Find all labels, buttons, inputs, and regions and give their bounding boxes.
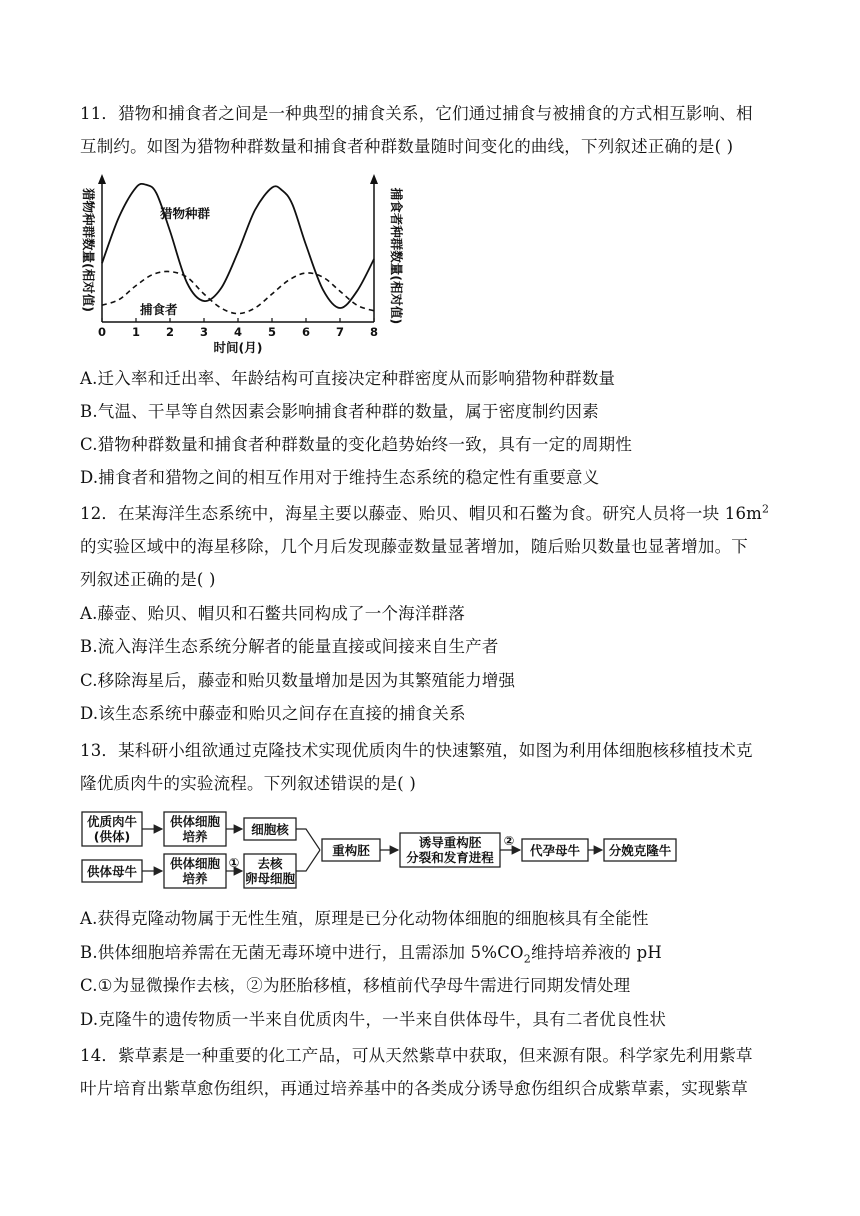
svg-text:诱导重构胚: 诱导重构胚 [418,835,482,850]
q12-stem-line1-text: 12．在某海洋生态系统中，海星主要以藤壶、贻贝、帽贝和石鳖为食。研究人员将一块 16m [80,504,762,523]
svg-text:培养: 培养 [182,871,208,886]
step-marker-1: ① [228,855,240,870]
q12-stem-line2: 的实验区域中的海星移除，几个月后发现藤壶数量显著增加，随后贻贝数量也显著增加。下 [80,537,748,556]
q11-option-d: D.捕食者和猎物之间的相互作用对于维持生态系统的稳定性有重要意义 [80,468,600,487]
series-label-prey: 猎物种群 [160,206,211,221]
svg-text:分裂和发育进程: 分裂和发育进程 [406,850,494,865]
series-line-prey [102,184,374,308]
x-tick-label: 8 [369,325,379,339]
x-tick-label: 0 [97,325,107,339]
svg-text:去核: 去核 [257,856,283,871]
x-tick-label: 1 [131,325,141,339]
q11-option-a: A.迁入率和迁出率、年龄结构可直接决定种群密度从而影响猎物种群数量 [80,369,616,388]
q11-option-c: C.猎物种群数量和捕食者种群数量的变化趋势始终一致，具有一定的周期性 [80,435,633,454]
svg-text:代孕母牛: 代孕母牛 [529,843,581,858]
q11-stem-line2: 互制约。如图为猎物种群数量和捕食者种群数量随时间变化的曲线，下列叙述正确的是( ) [80,137,734,156]
cloning-flowchart [80,808,680,890]
svg-text:重构胚: 重构胚 [332,843,370,858]
x-tick-label: 4 [233,325,243,339]
series-label-predator: 捕食者 [140,302,178,317]
svg-text:优质肉牛: 优质肉牛 [86,814,138,829]
q13-option-a: A.获得克隆动物属于无性生殖，原理是已分化动物体细胞的细胞核具有全能性 [80,909,649,928]
q12-superscript: 2 [761,502,770,516]
q11-option-b: B.气温、干旱等自然因素会影响捕食者种群的数量，属于密度制约因素 [80,402,599,421]
q14-stem-line2: 叶片培育出紫草愈伤组织，再通过培养基中的各类成分诱导愈伤组织合成紫草素，实现紫草 [80,1079,748,1098]
x-tick-label: 5 [267,325,277,339]
svg-text:(供体): (供体) [93,829,131,844]
q12-option-a: A.藤壶、贻贝、帽贝和石鳖共同构成了一个海洋群落 [80,604,465,623]
svg-text:供体细胞: 供体细胞 [169,856,221,871]
q12-stem-line1 [80,503,769,525]
svg-text:细胞核: 细胞核 [251,822,289,837]
q12-option-b: B.流入海洋生态系统分解者的能量直接或间接来自生产者 [80,637,499,656]
q12-stem-line3: 列叙述正确的是( ) [80,570,216,589]
q11-stem-line1: 11．猎物和捕食者之间是一种典型的捕食关系，它们通过捕食与被捕食的方式相互影响、相 [80,104,753,123]
x-tick-label: 2 [165,325,175,339]
q13-option-b [80,942,662,964]
q13-option-b-subscript: 2 [523,952,531,966]
predator-prey-chart [78,172,408,360]
right-axis-arrow [370,174,378,184]
x-tick-labels [98,318,378,339]
q13-option-b-tail: 维持培养液的 pH [530,943,662,962]
x-tick-label: 7 [335,325,345,339]
x-tick-label: 6 [301,325,311,339]
q13-option-b-text: B.供体细胞培养需在无菌无毒环境中进行，且需添加 5%CO [80,943,524,962]
q13-option-c: C.①为显微操作去核，②为胚胎移植，移植前代孕母牛需进行同期发情处理 [80,976,631,995]
svg-text:分娩克隆牛: 分娩克隆牛 [608,843,672,858]
svg-text:培养: 培养 [182,829,208,844]
svg-text:供体细胞: 供体细胞 [169,814,221,829]
svg-text:卵母细胞: 卵母细胞 [244,871,296,886]
x-tick-label: 3 [199,325,209,339]
right-axis-label: 捕食者种群数量(相对值) [389,187,404,325]
left-axis-label: 猎物种群数量(相对值) [81,188,96,312]
q12-option-d: D.该生态系统中藤壶和贻贝之间存在直接的捕食关系 [80,704,466,723]
q12-option-c: C.移除海星后，藤壶和贻贝数量增加是因为其繁殖能力增强 [80,671,516,690]
left-axis-arrow [98,174,106,184]
step-marker-2: ② [503,833,515,848]
x-axis-label: 时间(月) [213,340,263,355]
q13-stem-line2: 隆优质肉牛的实验流程。下列叙述错误的是( ) [80,774,417,793]
svg-text:供体母牛: 供体母牛 [86,864,138,879]
q14-stem-line1: 14．紫草素是一种重要的化工产品，可从天然紫草中获取，但来源有限。科学家先利用紫草 [80,1046,753,1065]
q13-option-d: D.克隆牛的遗传物质一半来自优质肉牛，一半来自供体母牛，具有二者优良性状 [80,1010,667,1029]
q13-stem-line1: 13．某科研小组欲通过克隆技术实现优质肉牛的快速繁殖，如图为利用体细胞核移植技术克 [80,741,753,760]
